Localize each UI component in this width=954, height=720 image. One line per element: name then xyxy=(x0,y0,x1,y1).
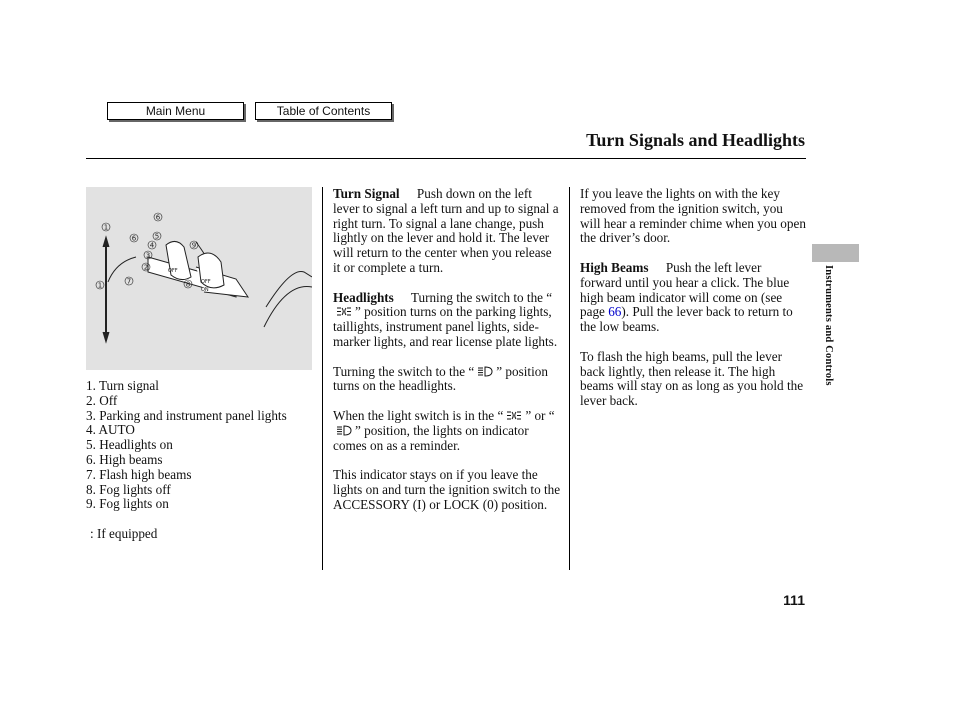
lever-label-fog-on: ON xyxy=(201,287,209,293)
legend-item: 8. Fog lights off xyxy=(86,481,171,497)
column-high-beams xyxy=(580,187,806,424)
callout-5: 5 xyxy=(154,232,160,241)
legend-item: 7. Flash high beams xyxy=(86,466,192,482)
legend-item: 1. Turn signal xyxy=(86,378,159,393)
page-66-link[interactable]: 66 xyxy=(608,304,622,320)
legend-footnote: : If equipped xyxy=(90,525,158,541)
headlights-text-a: Turning the switch to the “ xyxy=(410,289,553,305)
column-turn-signal-headlights xyxy=(333,187,561,527)
p3-text-b: ” or “ xyxy=(525,407,555,423)
legend-item: 4. AUTO xyxy=(86,422,135,438)
table-of-contents-button[interactable]: Table of Contents xyxy=(255,102,392,120)
callout-3: 3 xyxy=(145,251,151,260)
headlights-heading: Headlights xyxy=(333,289,394,305)
parking-lights-icon xyxy=(336,306,352,317)
flash-high-beams-paragraph: To flash the high beams, pull the lever back lightly, then release it. The high beams will stay on as long as you hold the lever back. xyxy=(580,348,804,409)
indicator-paragraph xyxy=(333,409,561,453)
column-divider xyxy=(322,187,323,570)
high-beams-text-b: ). Pull the lever back to return to the low beams. xyxy=(580,304,793,335)
callout-7: 7 xyxy=(126,277,132,286)
callout-2: 2 xyxy=(143,263,149,272)
reminder-chime-paragraph: If you leave the lights on with the key removed from the ignition switch, you will hear a reminder chime when you open the driver’s door. xyxy=(580,186,806,246)
section-tab-label: Instruments and Controls xyxy=(823,265,834,386)
callout-6: 6 xyxy=(131,234,137,243)
high-beams-text-a: Push the left lever forward until you hear a click. The blue high beam indicator will come on (see page xyxy=(580,259,790,320)
lever-label-fog-off: OFF xyxy=(201,279,211,285)
legend-item: 3. Parking and instrument panel lights xyxy=(86,407,287,423)
parking-lights-icon xyxy=(506,410,522,421)
figure-legend xyxy=(86,379,316,542)
callout-1b: 1 xyxy=(97,281,103,290)
lever-illustration xyxy=(86,187,312,370)
p2-text-b: ” position turns on the headlights. xyxy=(333,363,548,394)
legend-item: 6. High beams xyxy=(86,451,163,467)
callout-9: 9 xyxy=(191,241,197,250)
legend-item: 2. Off xyxy=(86,392,118,408)
p3-text-c: ” position, the lights on indicator comes on as a reminder. xyxy=(333,422,529,453)
callout-1: 1 xyxy=(103,223,109,232)
p2-text-a: Turning the switch to the “ xyxy=(333,363,475,379)
page-title: Turn Signals and Headlights xyxy=(586,130,805,150)
turn-signal-heading: Turn Signal xyxy=(333,186,400,201)
page-number: 111 xyxy=(783,592,805,608)
main-menu-button[interactable]: Main Menu xyxy=(107,102,244,120)
lever-label-off: OFF xyxy=(168,268,178,274)
legend-item: 5. Headlights on xyxy=(86,437,173,453)
headlights-on-paragraph xyxy=(333,365,561,395)
callout-8: 8 xyxy=(185,280,191,289)
column-divider xyxy=(569,187,570,570)
p3-text-a: When the light switch is in the “ xyxy=(333,407,504,423)
high-beams-paragraph xyxy=(580,261,806,335)
indicator-stays-paragraph: This indicator stays on if you leave the lights on and turn the ignition switch to the ACCESSORY (I) or LOCK (0) position. xyxy=(333,467,561,512)
headlights-paragraph xyxy=(333,291,561,350)
headlight-icon xyxy=(336,425,352,436)
callout-6b: 6 xyxy=(155,213,161,222)
turn-signal-paragraph xyxy=(333,187,561,276)
legend-item: 9. Fog lights on xyxy=(86,496,169,512)
turn-signal-lever-diagram xyxy=(86,187,312,370)
callout-4: 4 xyxy=(149,241,155,250)
headlights-text-b: ” position turns on the parking lights, taillights, instrument panel lights, side-marker lights, and rear license plate lights. xyxy=(333,304,558,349)
turn-signal-text: Push down on the left lever to signal a left turn and up to signal a right turn. To signal a lane change, push lightly on the lever and hold it. The lever will return to the center when you release it or complete a turn. xyxy=(333,186,559,275)
high-beams-heading: High Beams xyxy=(580,259,649,275)
header-rule xyxy=(86,158,806,159)
headlight-icon xyxy=(477,366,493,377)
section-tab[interactable] xyxy=(812,244,859,262)
